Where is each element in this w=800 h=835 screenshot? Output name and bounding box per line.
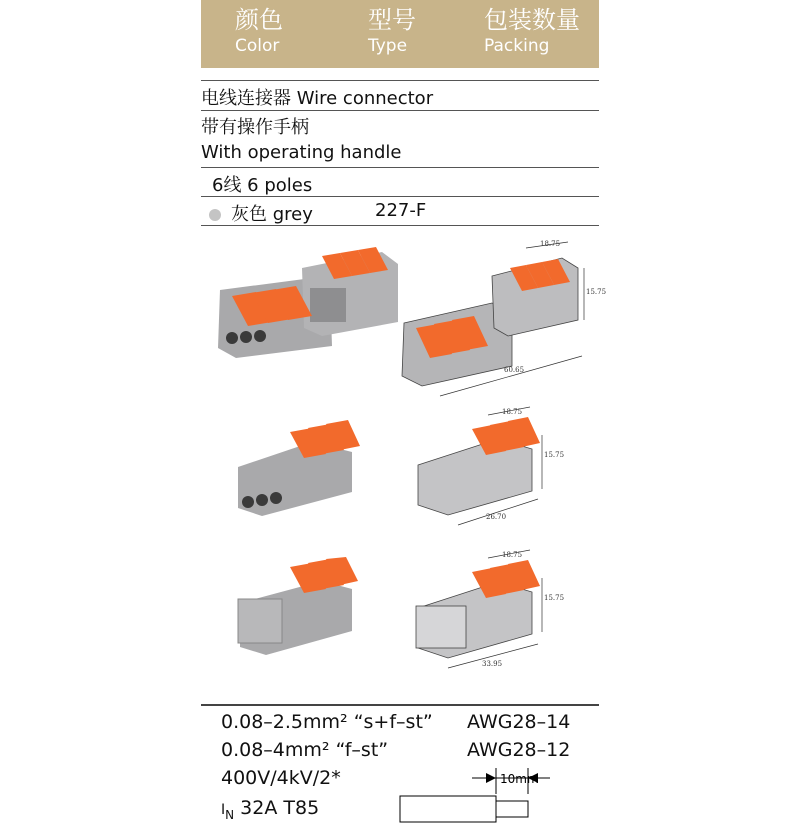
dim-width-label: 18.75 — [502, 551, 523, 559]
dim-length-label: 33.95 — [482, 660, 503, 668]
dim-length-label: 60.65 — [504, 366, 525, 374]
poles: 6线 6 poles — [212, 175, 313, 196]
dimension-drawing-half — [408, 405, 568, 530]
dim-width-label: 18.75 — [540, 240, 561, 248]
divider — [201, 80, 599, 81]
dim-height-label: 15.75 — [544, 594, 565, 602]
color-label: 灰色 grey — [231, 204, 313, 225]
feature-cn: 带有操作手柄 — [201, 117, 309, 138]
dim-width-label: 18.75 — [502, 408, 523, 416]
header-band — [201, 0, 599, 68]
wire-insulation — [400, 796, 496, 822]
wire-conductor — [496, 801, 528, 817]
spec-current — [221, 797, 319, 822]
divider — [201, 110, 599, 111]
spec-fine-wire: 0.08–4mm² “f–st” — [221, 739, 389, 761]
divider — [201, 196, 599, 197]
strip-length-diagram — [400, 764, 570, 830]
grey-swatch-icon — [209, 209, 221, 221]
dim-height-label: 15.75 — [586, 288, 607, 296]
dim-height-label: 15.75 — [544, 451, 565, 459]
divider — [201, 167, 599, 168]
strip-length-label: 10mm — [500, 772, 539, 786]
spec-voltage: 400V/4kV/2* — [221, 767, 341, 789]
spec-divider — [201, 704, 599, 706]
packing-header: 包装数量 Packing — [484, 6, 580, 56]
current-subscript: N — [225, 807, 235, 822]
spec-awg-solid: AWG28–14 — [467, 711, 571, 733]
dimension-drawing-plug — [408, 548, 568, 673]
divider — [201, 225, 599, 226]
arrow-right-icon — [486, 773, 496, 783]
dim-length-label: 26.70 — [486, 513, 507, 521]
wire-entry-holes — [226, 330, 266, 344]
connector-photo-half — [232, 412, 362, 522]
connector-photo-full — [212, 238, 402, 368]
current-symbol: I — [221, 802, 226, 818]
spec-awg-fine: AWG28–12 — [467, 739, 571, 761]
spec-solid-wire: 0.08–2.5mm² “s+f–st” — [221, 711, 433, 733]
product-name: 电线连接器 Wire connector — [201, 88, 434, 109]
connector-photo-plug — [232, 555, 362, 665]
type-header: 型号 Type — [368, 6, 416, 56]
type-code: 227-F — [375, 200, 427, 221]
feature-en: With operating handle — [201, 142, 402, 163]
color-row — [201, 200, 599, 226]
current-rating: 32A T85 — [240, 797, 320, 819]
color-header: 颜色 Color — [235, 6, 283, 56]
dimension-drawing-full — [392, 238, 607, 408]
